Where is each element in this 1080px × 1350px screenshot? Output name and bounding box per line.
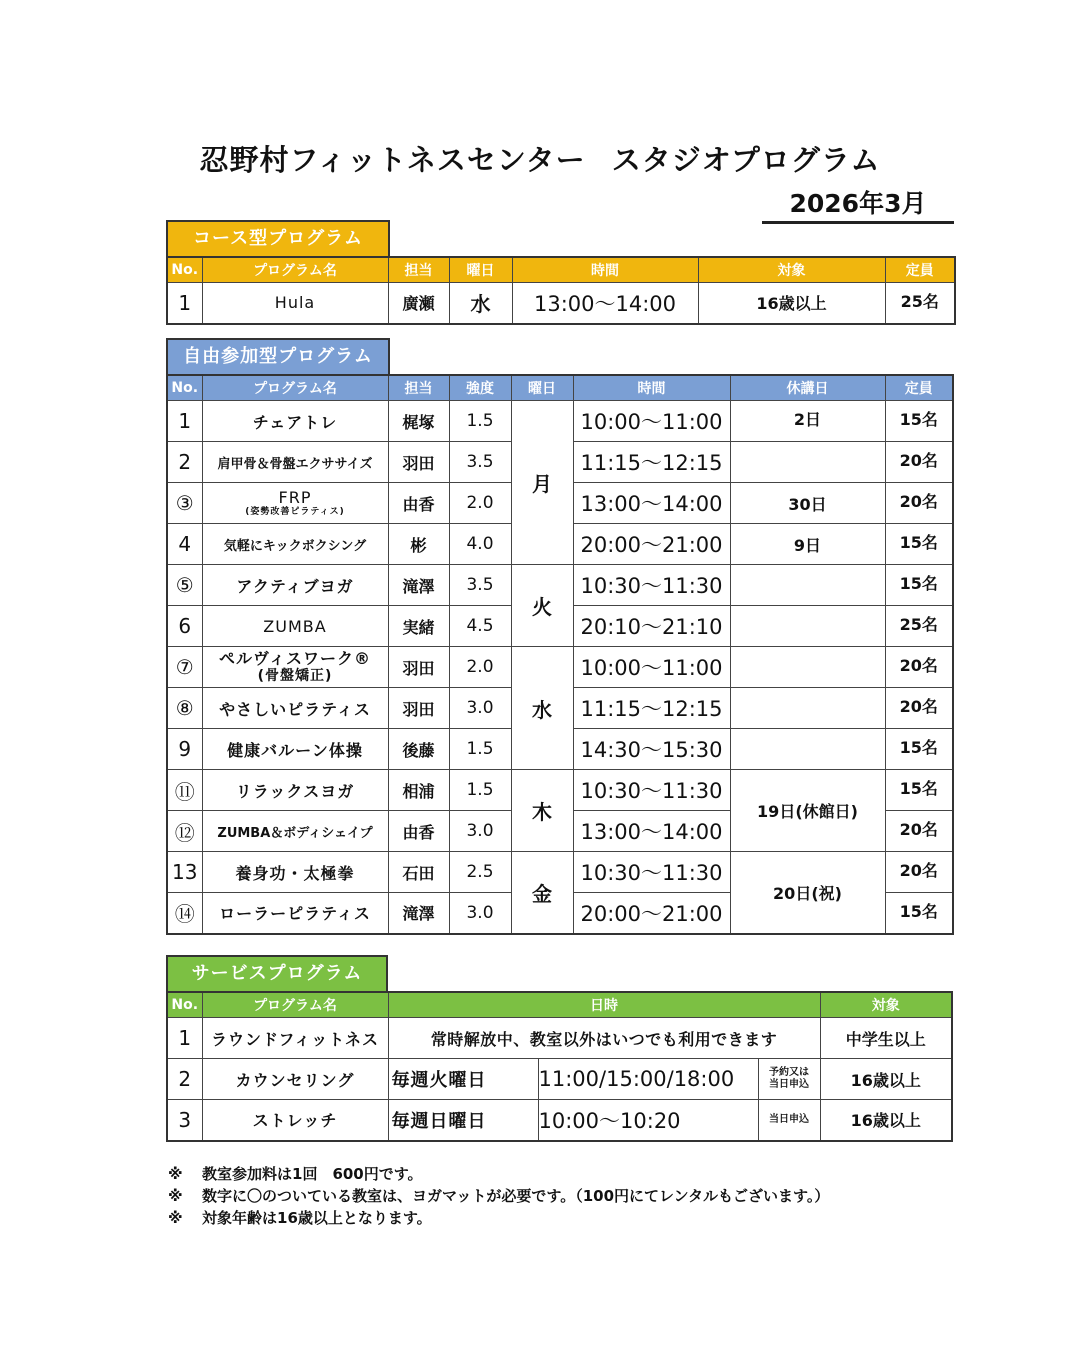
program-name: 健康バルーン体操 [202, 729, 388, 770]
capacity: 15名 [885, 893, 953, 934]
staff-name: 廣瀬 [388, 283, 449, 324]
intensity: 3.0 [449, 811, 511, 852]
program-name: ZUMBA＆ボディシェイプ [202, 811, 388, 852]
col-program: プログラム名 [202, 375, 388, 401]
footnote [168, 1163, 829, 1185]
time-slot: 13:00～14:00 [573, 483, 730, 524]
service-section-label: サービスプログラム [166, 955, 388, 991]
weekday-mon: 月 [511, 401, 573, 565]
footnote [168, 1185, 829, 1207]
footnote [168, 1207, 829, 1229]
time-slot: 10:00～11:00 [573, 647, 730, 688]
staff-name: 後藤 [388, 729, 449, 770]
intensity: 1.5 [449, 729, 511, 770]
program-name: 気軽にキックボクシング [202, 524, 388, 565]
col-staff: 担当 [388, 257, 449, 283]
weekday-fri: 金 [511, 852, 573, 934]
table-row [167, 1018, 952, 1059]
program-name: リラックスヨガ [202, 770, 388, 811]
note-mark: ※ [168, 1165, 183, 1183]
capacity: 15名 [885, 524, 953, 565]
col-program: プログラム名 [202, 992, 388, 1018]
footnote-text: 対象年齢は16歳以上となります。 [202, 1209, 432, 1227]
program-name: チェアトレ [202, 401, 388, 442]
row-no: 1 [167, 283, 202, 324]
schedule-info: 常時解放中、教室以外はいつでも利用できます [388, 1018, 820, 1059]
col-schedule: 日時 [388, 992, 820, 1018]
off-day: 9日 [730, 524, 885, 565]
row-no: 6 [167, 606, 202, 647]
row-no: ③ [167, 483, 202, 524]
table-row [167, 1059, 952, 1100]
row-no: 3 [167, 1100, 202, 1141]
staff-name: 滝澤 [388, 893, 449, 934]
table-row [167, 401, 953, 442]
table-row [167, 565, 953, 606]
intensity: 1.5 [449, 401, 511, 442]
weekday-thu: 木 [511, 770, 573, 852]
table-row [167, 647, 953, 688]
row-no: 1 [167, 1018, 202, 1059]
month-label: 2026年3月 [762, 184, 954, 224]
col-no: No. [167, 992, 202, 1018]
title-right: スタジオプログラム [611, 143, 881, 177]
row-no: ⑤ [167, 565, 202, 606]
staff-name: 羽田 [388, 647, 449, 688]
staff-name: 梶塚 [388, 401, 449, 442]
staff-name: 実緒 [388, 606, 449, 647]
program-name: ZUMBA [202, 606, 388, 647]
program-name: 肩甲骨＆骨盤エクササイズ [202, 442, 388, 483]
off-day-empty [730, 565, 885, 606]
table-row [167, 770, 953, 811]
table-row [167, 1100, 952, 1141]
row-no: 13 [167, 852, 202, 893]
time-slot: 10:30～11:30 [573, 565, 730, 606]
capacity: 20名 [885, 852, 953, 893]
staff-name: 石田 [388, 852, 449, 893]
service-section [166, 955, 953, 1142]
col-capacity: 定員 [885, 375, 953, 401]
col-time: 時間 [573, 375, 730, 401]
staff-name: 相浦 [388, 770, 449, 811]
schedule-day: 毎週火曜日 [388, 1059, 538, 1100]
program-subtitle: (骨盤矯正) [257, 668, 333, 684]
capacity: 25名 [885, 283, 955, 324]
intensity: 2.0 [449, 483, 511, 524]
staff-name: 羽田 [388, 442, 449, 483]
program-name-cell [202, 647, 388, 688]
footnotes [168, 1163, 829, 1229]
col-no: No. [167, 257, 202, 283]
off-day: 19日(休館日) [730, 770, 885, 852]
program-name: やさしいピラティス [202, 688, 388, 729]
row-no: 1 [167, 401, 202, 442]
free-table [166, 374, 954, 935]
intensity: 3.5 [449, 565, 511, 606]
row-no: ⑪ [167, 770, 202, 811]
program-subtitle: (姿勢改善ピラティス) [245, 506, 345, 517]
col-staff: 担当 [388, 375, 449, 401]
time-slot: 10:30～11:30 [573, 770, 730, 811]
program-name: アクティブヨガ [202, 565, 388, 606]
time-slot: 14:30～15:30 [573, 729, 730, 770]
target-age: 16歳以上 [820, 1100, 952, 1141]
intensity: 2.5 [449, 852, 511, 893]
page-title [0, 138, 1080, 179]
row-no: ⑭ [167, 893, 202, 934]
course-table [166, 256, 956, 325]
note-mark: ※ [168, 1187, 183, 1205]
col-capacity: 定員 [885, 257, 955, 283]
target-age: 16歳以上 [698, 283, 885, 324]
free-section [166, 338, 954, 935]
program-name: FRP [278, 487, 312, 507]
program-name: ペルヴィスワーク® [218, 649, 372, 668]
schedule-day: 毎週日曜日 [388, 1100, 538, 1141]
row-no: ⑫ [167, 811, 202, 852]
capacity: 20名 [885, 483, 953, 524]
capacity: 15名 [885, 401, 953, 442]
col-target: 対象 [698, 257, 885, 283]
time-slot: 20:10～21:10 [573, 606, 730, 647]
col-program: プログラム名 [202, 257, 388, 283]
weekday: 水 [449, 283, 512, 324]
capacity: 15名 [885, 729, 953, 770]
off-day-empty [730, 729, 885, 770]
row-no: ⑧ [167, 688, 202, 729]
col-no: No. [167, 375, 202, 401]
time-slot: 10:00～11:00 [573, 401, 730, 442]
time-slot: 11:15～12:15 [573, 442, 730, 483]
staff-name: 羽田 [388, 688, 449, 729]
weekday-tue: 火 [511, 565, 573, 647]
booking-note: 当日申込 [758, 1100, 820, 1141]
off-day: 2日 [730, 401, 885, 442]
time-slot: 13:00～14:00 [573, 811, 730, 852]
capacity: 20名 [885, 688, 953, 729]
schedule-time: 10:00～10:20 [538, 1100, 758, 1141]
staff-name: 彬 [388, 524, 449, 565]
footnote-text: 数字に〇のついている教室は、ヨガマットが必要です。（100円にてレンタルもございます。） [202, 1187, 830, 1205]
capacity: 15名 [885, 565, 953, 606]
capacity: 25名 [885, 606, 953, 647]
program-name: ストレッチ [202, 1100, 388, 1141]
capacity: 20名 [885, 647, 953, 688]
program-name: ローラーピラティス [202, 893, 388, 934]
course-section [166, 220, 956, 325]
col-day: 曜日 [449, 257, 512, 283]
capacity: 20名 [885, 811, 953, 852]
time-slot: 13:00～14:00 [512, 283, 698, 324]
table-row [167, 852, 953, 893]
title-left: 忍野村フィットネスセンター [199, 143, 586, 177]
intensity: 3.0 [449, 893, 511, 934]
time-slot: 10:30～11:30 [573, 852, 730, 893]
col-time: 時間 [512, 257, 698, 283]
booking-note-cell [758, 1059, 820, 1100]
program-name-cell [202, 483, 388, 524]
intensity: 2.0 [449, 647, 511, 688]
capacity: 20名 [885, 442, 953, 483]
row-no: 2 [167, 442, 202, 483]
course-section-label: コース型プログラム [166, 220, 390, 256]
weekday-wed: 水 [511, 647, 573, 770]
intensity: 1.5 [449, 770, 511, 811]
col-target: 対象 [820, 992, 952, 1018]
off-day-empty [730, 688, 885, 729]
row-no: ⑦ [167, 647, 202, 688]
capacity: 15名 [885, 770, 953, 811]
schedule-time: 11:00/15:00/18:00 [538, 1059, 758, 1100]
off-day-empty [730, 606, 885, 647]
row-no: 9 [167, 729, 202, 770]
program-name: 養身功・太極拳 [202, 852, 388, 893]
table-row [167, 283, 955, 324]
intensity: 4.0 [449, 524, 511, 565]
off-day: 30日 [730, 483, 885, 524]
booking-note: 予約又は [769, 1067, 810, 1078]
free-section-label: 自由参加型プログラム [166, 338, 390, 374]
target-age: 中学生以上 [820, 1018, 952, 1059]
col-intensity: 強度 [449, 375, 511, 401]
staff-name: 由香 [388, 811, 449, 852]
program-name: ラウンドフィットネス [202, 1018, 388, 1059]
off-day-empty [730, 442, 885, 483]
time-slot: 11:15～12:15 [573, 688, 730, 729]
booking-note: 当日申込 [769, 1079, 810, 1090]
time-slot: 20:00～21:00 [573, 893, 730, 934]
service-table [166, 991, 953, 1142]
target-age: 16歳以上 [820, 1059, 952, 1100]
intensity: 3.5 [449, 442, 511, 483]
off-day: 20日(祝) [730, 852, 885, 934]
col-off-days: 休講日 [730, 375, 885, 401]
program-name: カウンセリング [202, 1059, 388, 1100]
intensity: 3.0 [449, 688, 511, 729]
program-name: Hula [202, 283, 388, 324]
intensity: 4.5 [449, 606, 511, 647]
footnote-text: 教室参加料は1回 600円です。 [202, 1165, 423, 1183]
row-no: 4 [167, 524, 202, 565]
staff-name: 由香 [388, 483, 449, 524]
staff-name: 滝澤 [388, 565, 449, 606]
note-mark: ※ [168, 1209, 183, 1227]
col-day: 曜日 [511, 375, 573, 401]
off-day-empty [730, 647, 885, 688]
row-no: 2 [167, 1059, 202, 1100]
time-slot: 20:00～21:00 [573, 524, 730, 565]
